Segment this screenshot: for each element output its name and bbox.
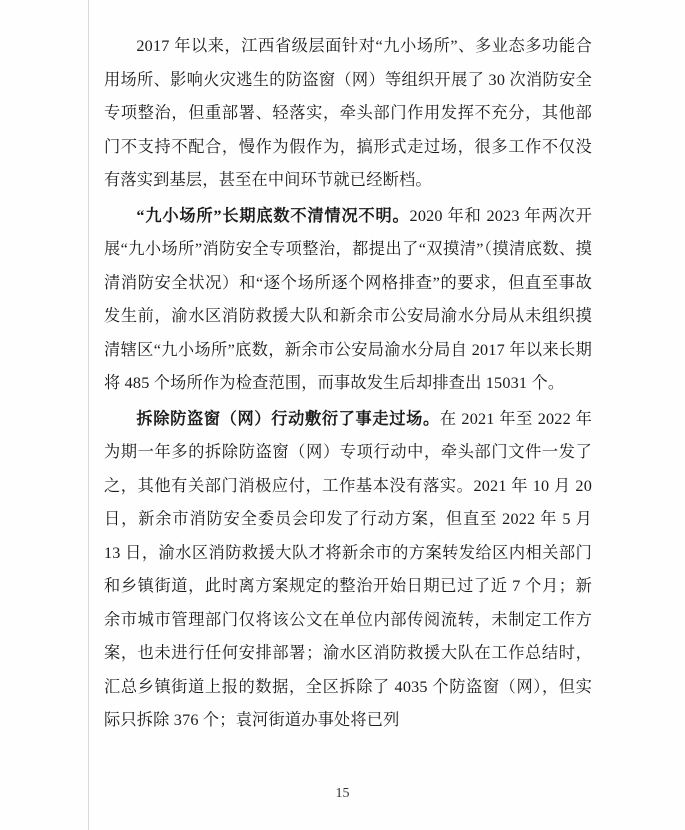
paragraph-text: 2020 年和 2023 年两次开展“九小场所”消防安全专项整治，都提出了“双摸清”（摸清底数、摸清消防安全状况）和“逐个场所逐个网格排查”的要求，但直至事故发生前，渝水区消防救援大队和新余市公安局渝水分局从未组织摸清辖区“九小场所”底数，新余市公安局渝水分局自 2017 年以来长期将 485 个场所作为检查范围，而事故发生后却排查出 15031 个。 <box>104 206 592 392</box>
paragraph-text: 2017 年以来，江西省级层面针对“九小场所”、多业态多功能合用场所、影响火灾逃生的防盗窗（网）等组织开展了 30 次消防安全专项整治，但重部署、轻落实，牵头部门作用发挥不充分，其他部门不支持不配合，慢作为假作为，搞形式走过场，很多工作不仅没有落实到基层，甚至在中间环节就已经断档。 <box>104 37 592 189</box>
document-body <box>104 30 592 740</box>
page-margin-rule <box>88 0 89 830</box>
paragraph-text: 在 2021 年至 2022 年为期一年多的拆除防盗窗（网）专项行动中，牵头部门文件一发了之，其他有关部门消极应付，工作基本没有落实。2021 年 10 月 20 日，新余市消防安全委员会印发了行动方案，但直至 2022 年 5 月 13 日，渝水区消防救援大队才将新余市的方案转发给区内相关部门和乡镇街道，此时离方案规定的整治开始日期已过了近 7 个月；新余市城市管理部门仅将该公文在单位内部传阅流转，未制定工作方案，也未进行任何安排部署；渝水区消防救援大队在工作总结时，汇总乡镇街道上报的数据，全区拆除了 4035 个防盗窗（网），但实际只拆除 376 个；袁河街道办事处将已列 <box>104 409 593 729</box>
paragraph-lead: 拆除防盗窗（网）行动敷衍了事走过场。 <box>136 409 440 428</box>
paragraph <box>104 200 592 401</box>
paragraph-lead: “九小场所”长期底数不清情况不明。 <box>136 206 410 225</box>
paragraph <box>104 30 592 198</box>
page-number: 15 <box>335 786 350 801</box>
paragraph <box>104 403 592 738</box>
